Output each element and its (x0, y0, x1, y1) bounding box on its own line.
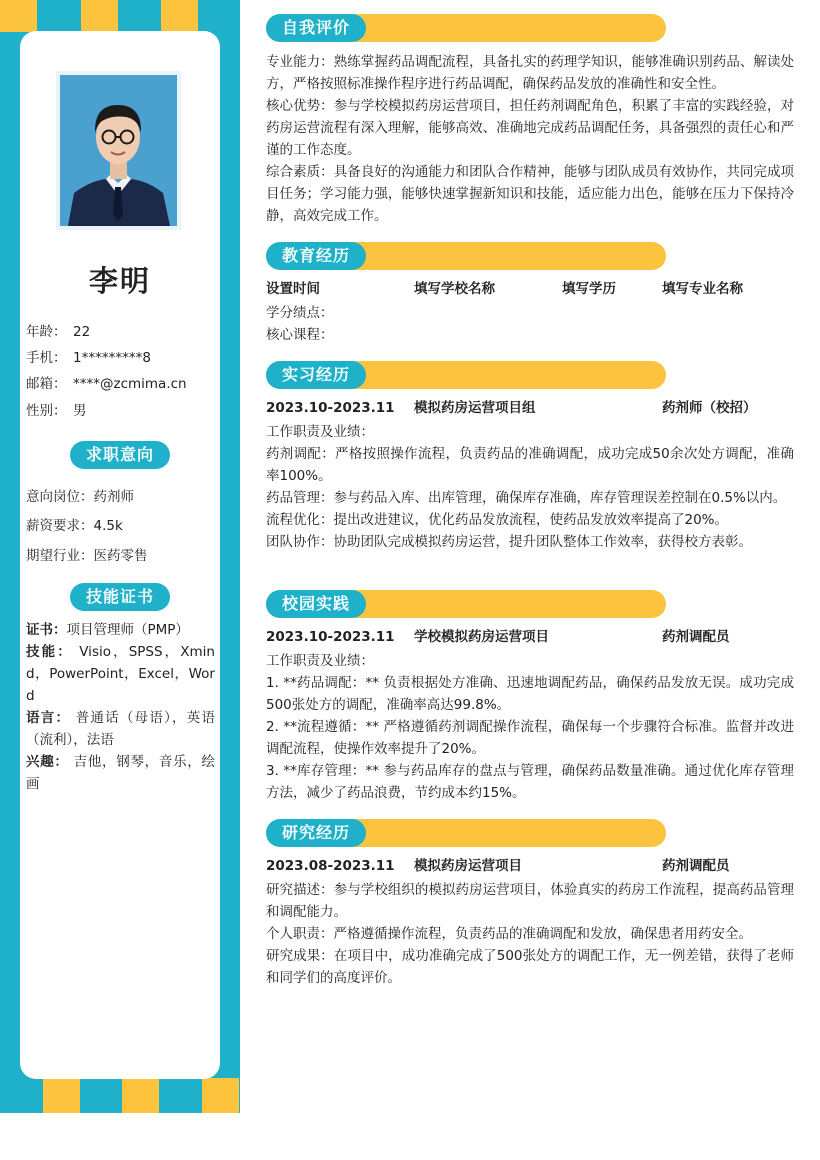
internship-org: 模拟药房运营项目组 (414, 400, 536, 416)
intent-label: 期望行业： (26, 548, 94, 564)
info-label: 年龄： (26, 324, 67, 340)
research-line: 研究成果：在项目中，成功准确完成了500张处方的调配工作，无一例差错，获得了老师和同学们的高度评价。 (266, 948, 794, 986)
info-label: 性别： (26, 403, 67, 419)
job-intent-heading: 求职意向 (70, 441, 170, 469)
campus-header-row (266, 626, 794, 648)
internship-time: 2023.10-2023.11 (266, 400, 395, 416)
education-header-row (266, 278, 794, 300)
self-eval-paragraph: 核心优势：参与学校模拟药房运营项目，担任药剂调配角色，积累了丰富的实践经验，对药房运营流程有深入理解，能够高效、准确地完成药品调配任务，具备强烈的责任心和严谨的工作态度。 (266, 98, 794, 158)
person-portrait-icon (60, 75, 177, 226)
stripe-decoration (43, 1078, 80, 1113)
self-eval-paragraph: 专业能力：熟练掌握药品调配流程，具备扎实的药理学知识，能够准确识别药品、解读处方，严格按照标准操作程序进行药品调配，确保药品发放的准确性和安全性。 (266, 54, 794, 92)
skill-tools (26, 641, 215, 707)
intent-value: 药剂师 (93, 489, 134, 505)
skill-value: Visio，SPSS，Xmind，PowerPoint，Excel，Word (26, 644, 215, 704)
campus-org: 学校模拟药房运营项目 (414, 629, 549, 645)
info-label: 手机： (26, 350, 67, 366)
self-eval-text (266, 51, 794, 227)
section-title-education: 教育经历 (266, 242, 366, 270)
internship-line: 药剂调配：严格按照操作流程，负责药品的准确调配，成功完成50余次处方调配，准确率100%。 (266, 446, 794, 484)
internship-line: 流程优化：提出改进建议，优化药品发放流程，使药品发放效率提高了20%。 (266, 512, 729, 528)
stripe-decoration (122, 1078, 159, 1113)
profile-photo (56, 71, 181, 230)
section-bar-internship (266, 361, 666, 389)
intent-label: 意向岗位： (26, 489, 94, 505)
internship-header-row (266, 397, 794, 419)
section-title-campus: 校园实践 (266, 590, 366, 618)
research-role: 药剂调配员 (662, 858, 730, 874)
skill-label: 证书： (26, 622, 67, 638)
intent-position (26, 485, 134, 505)
info-value: 1*********8 (73, 350, 151, 366)
stripe-decoration (202, 1078, 239, 1113)
campus-details (266, 650, 794, 804)
info-age (26, 320, 90, 340)
campus-line: 3. **库存管理：** 参与药品库存的盘点与管理，确保药品数量准确。通过优化库存管理方法，减少了药品浪费，节约成本约15%。 (266, 763, 794, 801)
section-title-internship: 实习经历 (266, 361, 366, 389)
research-org: 模拟药房运营项目 (414, 858, 522, 874)
skill-label: 兴趣： (26, 754, 69, 770)
stripe-decoration (161, 0, 198, 32)
skill-label: 语言： (26, 710, 71, 726)
intent-industry (26, 544, 148, 564)
section-bar-research (266, 819, 666, 847)
internship-line: 药品管理：参与药品入库、出库管理，确保库存准确，库存管理误差控制在0.5%以内。 (266, 490, 787, 506)
section-bar-self-eval (266, 14, 666, 42)
research-time: 2023.08-2023.11 (266, 858, 395, 874)
stripe-decoration (81, 0, 118, 32)
internship-line: 团队协作：协助团队完成模拟药房运营，提升团队整体工作效率，获得校方表彰。 (266, 534, 752, 550)
research-header-row (266, 855, 794, 877)
section-title-research: 研究经历 (266, 819, 366, 847)
education-line: 核心课程： (266, 327, 334, 343)
section-title-self-eval: 自我评价 (266, 14, 366, 42)
research-line: 个人职责：严格遵循操作流程，负责药品的准确调配和发放，确保患者用药安全。 (266, 926, 752, 942)
skill-certificate (26, 619, 215, 641)
intent-label: 薪资要求： (26, 518, 94, 534)
skill-value: 项目管理师（PMP） (66, 622, 189, 638)
skill-interests (26, 751, 215, 795)
research-line: 研究描述：参与学校组织的模拟药房运营项目，体验真实的药房工作流程，提高药品管理和调配能力。 (266, 882, 794, 920)
education-school: 填写学校名称 (414, 281, 495, 297)
skill-label: 技能： (26, 644, 73, 660)
info-gender (26, 399, 87, 419)
internship-role: 药剂师（校招） (662, 400, 757, 416)
info-label: 邮箱： (26, 376, 67, 392)
campus-line: 工作职责及业绩： (266, 653, 374, 669)
info-value: 22 (73, 324, 91, 340)
info-email (26, 372, 187, 392)
skills-heading: 技能证书 (70, 583, 170, 611)
skills-list (26, 619, 215, 795)
internship-details (266, 421, 794, 553)
info-value: 男 (73, 403, 87, 419)
campus-time: 2023.10-2023.11 (266, 629, 395, 645)
person-name: 李明 (88, 264, 151, 298)
campus-role: 药剂调配员 (662, 629, 730, 645)
skill-value: 普通话（母语），英语（流利），法语 (26, 710, 216, 748)
education-time: 设置时间 (266, 281, 320, 297)
section-bar-campus (266, 590, 666, 618)
intent-salary (26, 514, 123, 534)
education-details (266, 302, 794, 346)
info-value: ****@zcmima.cn (73, 376, 187, 392)
campus-line: 1. **药品调配：** 负责根据处方准确、迅速地调配药品，确保药品发放无误。成功完成500张处方的调配，准确率高达99.8%。 (266, 675, 794, 713)
research-details (266, 879, 794, 989)
education-line: 学分绩点： (266, 305, 334, 321)
education-degree: 填写学历 (562, 281, 616, 297)
section-bar-education (266, 242, 666, 270)
skill-value: 吉他，钢琴，音乐，绘画 (26, 754, 215, 792)
intent-value: 医药零售 (93, 548, 148, 564)
info-phone (26, 346, 151, 366)
stripe-decoration (0, 0, 37, 32)
sidebar-card (20, 31, 220, 1079)
internship-line: 工作职责及业绩： (266, 424, 374, 440)
intent-value: 4.5k (93, 518, 123, 534)
self-eval-paragraph: 综合素质：具备良好的沟通能力和团队合作精神，能够与团队成员有效协作，共同完成项目任务；学习能力强，能够快速掌握新知识和技能，适应能力出色，能够在压力下保持冷静，高效完成工作。 (266, 164, 794, 224)
education-major: 填写专业名称 (662, 281, 743, 297)
campus-line: 2. **流程遵循：** 严格遵循药剂调配操作流程，确保每一个步骤符合标准。监督并改进调配流程，使操作效率提升了20%。 (266, 719, 794, 757)
skill-languages (26, 707, 215, 751)
